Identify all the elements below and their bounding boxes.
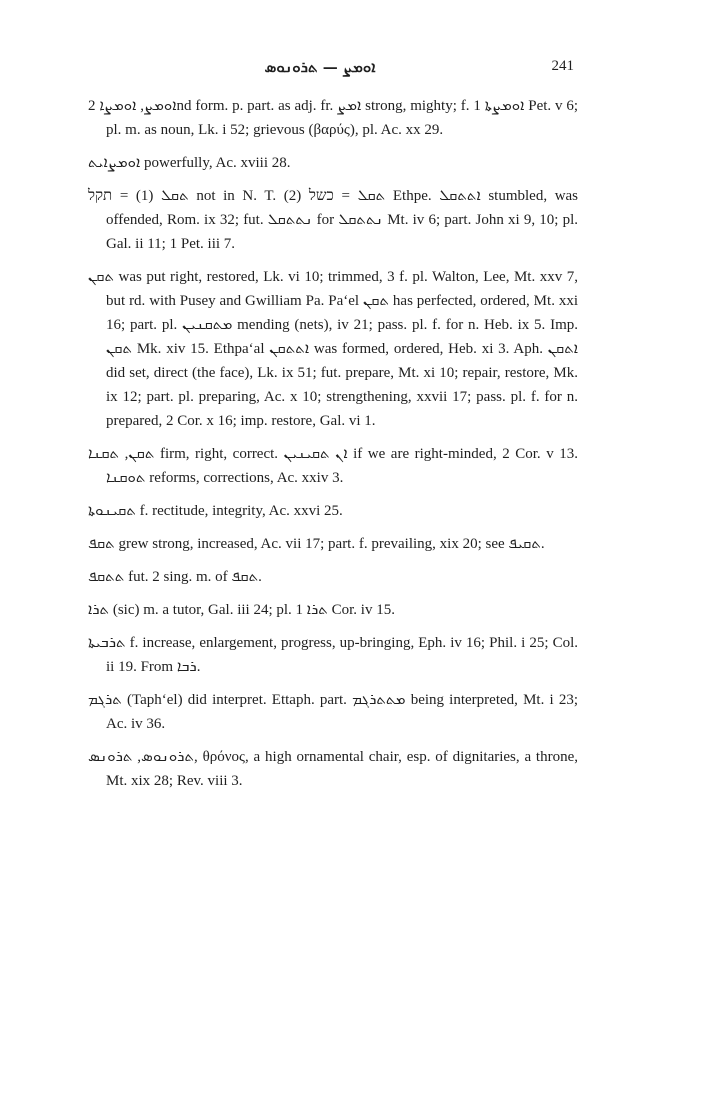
entry-grew-strong: ܬܩܦ grew strong, increased, Ac. vii 17; part. f. prevailing, xix 20; see ܬܩܝܦ. bbox=[88, 536, 545, 552]
entry-restored: ܬܩܢ was put right, restored, Lk. vi 10; trimmed, 3 f. pl. Walton, Lee, Mt. xxv 7, but rd. with Pusey and Gwilliam Pa. Pa‘el ܬܩܢ has perfected, ordered, Mt. xxi 16; part. pl. ܡܬܩܢܝܢ mending (nets), iv 21; pass. pl. f. for n. Heb. ix 5. Imp. ܬܩܢ Mk. xiv 15. Ethpa‘al ܐܬܬܩܢ was formed, ordered, Heb. xi 3. Aph. ܐܬܩܢ did set, direct (the face), Lk. ix 51; fut. prepare, Mt. xi 10; repair, restore, Mk. ix 12; part. pl. preparing, Ac. x 10; strengthening, xxvii 17; pass. pl. f. for n. prepared, 2 Cor. x 16; imp. restore, Gal. vi 1. bbox=[88, 269, 579, 429]
entry-stumbled: ܬܩܠ (1) = תקל not in N. T. (2) ܬܩܠ = כשל Ethpe. ܐܬܬܩܠ stumbled, was offended, Rom. ix 32; fut. ܢܬܬܩܠ for ܢܬܬܩܠ Mt. iv 6; part. John xi 9, 10; pl. Gal. ii 11; 1 Pet. iii 7. bbox=[88, 188, 579, 252]
entry-list bbox=[88, 94, 578, 802]
entry-tutor: ܬܪܐ (sic) m. a tutor, Gal. iii 24; pl. ܬܪܐ 1 Cor. iv 15. bbox=[88, 602, 395, 618]
page-header bbox=[80, 56, 574, 84]
entry-firm: ܬܩܢ, ܬܩܢܐ firm, right, correct. ܐܢ ܬܩܝܢܝܢ if we are right-minded, 2 Cor. v 13. ܬܘܩܢܐ reforms, corrections, Ac. xxiv 3. bbox=[88, 446, 578, 486]
page-number: 241 bbox=[551, 58, 574, 74]
entry-interpret: ܬܪܓܡ (Taph‘el) did interpret. Ettaph. part. ܡܬܬܪܓܡ being interpreted, Mt. i 23; Ac. iv 36. bbox=[88, 692, 578, 732]
entry-fut-2-sing: ܬܬܩܦ fut. 2 sing. m. of ܬܩܦ. bbox=[88, 569, 262, 585]
entry-throne: ܬܪܘܢܘܣ, ܬܪܘܢܣ, θρόνος, a high ornamental chair, esp. of dignitaries, a throne, Mt. xix 28; Rev. viii 3. bbox=[88, 749, 578, 789]
entry-strong: ܐܘܡܨ, ܐܘܡܨܐ 2nd form. p. part. as adj. fr. ܐܡܨ strong, mighty; f. ܐܘܡܨܬܐ 1 Pet. v 6; pl. m. as noun, Lk. i 52; grievous (βαρύς), pl. Ac. xx 29. bbox=[88, 98, 579, 138]
entry-rectitude: ܬܩܝܢܘܬܐ f. rectitude, integrity, Ac. xxvi 25. bbox=[88, 503, 343, 519]
entry-increase: ܬܪܒܝܬܐ f. increase, enlargement, progress, up-bringing, Eph. iv 16; Phil. i 25; Col. ii 19. From ܪܒܐ. bbox=[88, 635, 578, 675]
entry-powerfully: ܐܘܡܨܐܝܬ powerfully, Ac. xviii 28. bbox=[88, 155, 291, 171]
running-head: ܐܘܡܨ — ܬܪܘܢܘܣ bbox=[264, 58, 376, 76]
